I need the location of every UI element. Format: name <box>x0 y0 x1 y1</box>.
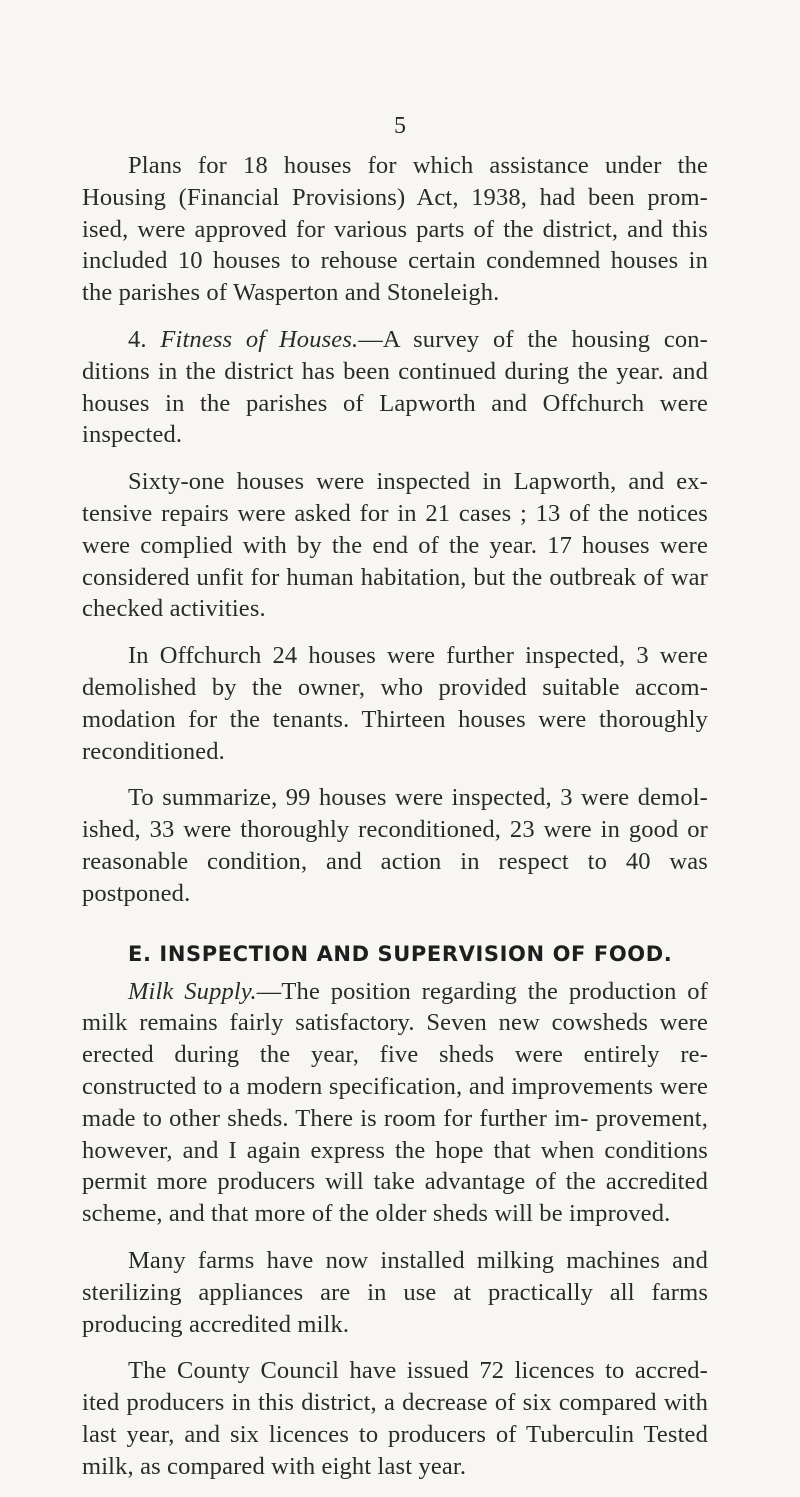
paragraph-offchurch: In Offchurch 24 houses were further inspected, 3 were demolished by the owner, who provided suitable accom- modation for the tenants. Thirteen houses were thoroughly reconditioned. <box>82 642 708 765</box>
paragraph-body: —The position regarding the production of milk remains fairly satisfactory. Seven new cowsheds were erected during the year, five sheds were entirely re- constructed to a modern specification, and improvements were made to other sheds. There is room for further im- provement, however, and I again express the hope that when conditions permit more producers will take advantage of the accredited scheme, and that more of the older sheds will be improved. <box>82 977 708 1228</box>
paragraph-licences: The County Council have issued 72 licences to accred- ited producers in this district, a decrease of six compared with last year, and six licences to producers of Tuberculin Tested milk, as compared with eight last year. <box>82 1357 708 1480</box>
paragraph-lapworth: Sixty-one houses were inspected in Lapworth, and ex- tensive repairs were asked for in 21 cases ; 13 of the notices were complied with by the end of the year. 17 houses were considered unfit for human habitation, but the outbreak of war checked activities. <box>82 468 708 623</box>
paragraph-heading: Fitness of Houses. <box>160 325 359 353</box>
section-heading-food: E. INSPECTION AND SUPERVISION OF FOOD. <box>128 941 673 966</box>
paragraph-body: —A survey of the housing con- ditions in the district has been continued during the year. and houses in the parishes of Lapworth and Offchurch were inspected. <box>82 325 708 449</box>
paragraph-milk-supply <box>82 976 708 1230</box>
paragraph-heading: Milk Supply. <box>128 977 257 1005</box>
paragraph-housing-plans: Plans for 18 houses for which assistance under the Housing (Financial Provisions) Act, 1938, had been prom- ised, were approved for various parts of the district, and this included 10 houses to rehouse certain condemned houses in the parishes of Wasperton and Stoneleigh. <box>82 152 708 307</box>
document-body <box>82 150 708 1497</box>
paragraph-milking-machines: Many farms have now installed milking machines and sterilizing appliances are in use at practically all farms producing accredited milk. <box>82 1246 708 1338</box>
paragraph-summary: To summarize, 99 houses were inspected, 3 were demol- ished, 33 were thoroughly reconditioned, 23 were in good or reasonable condition, and action in respect to 40 was postponed. <box>82 784 708 907</box>
paragraph-number: 4. <box>128 325 147 353</box>
page-number: 5 <box>394 113 406 139</box>
paragraph-fitness-of-houses <box>82 324 708 451</box>
